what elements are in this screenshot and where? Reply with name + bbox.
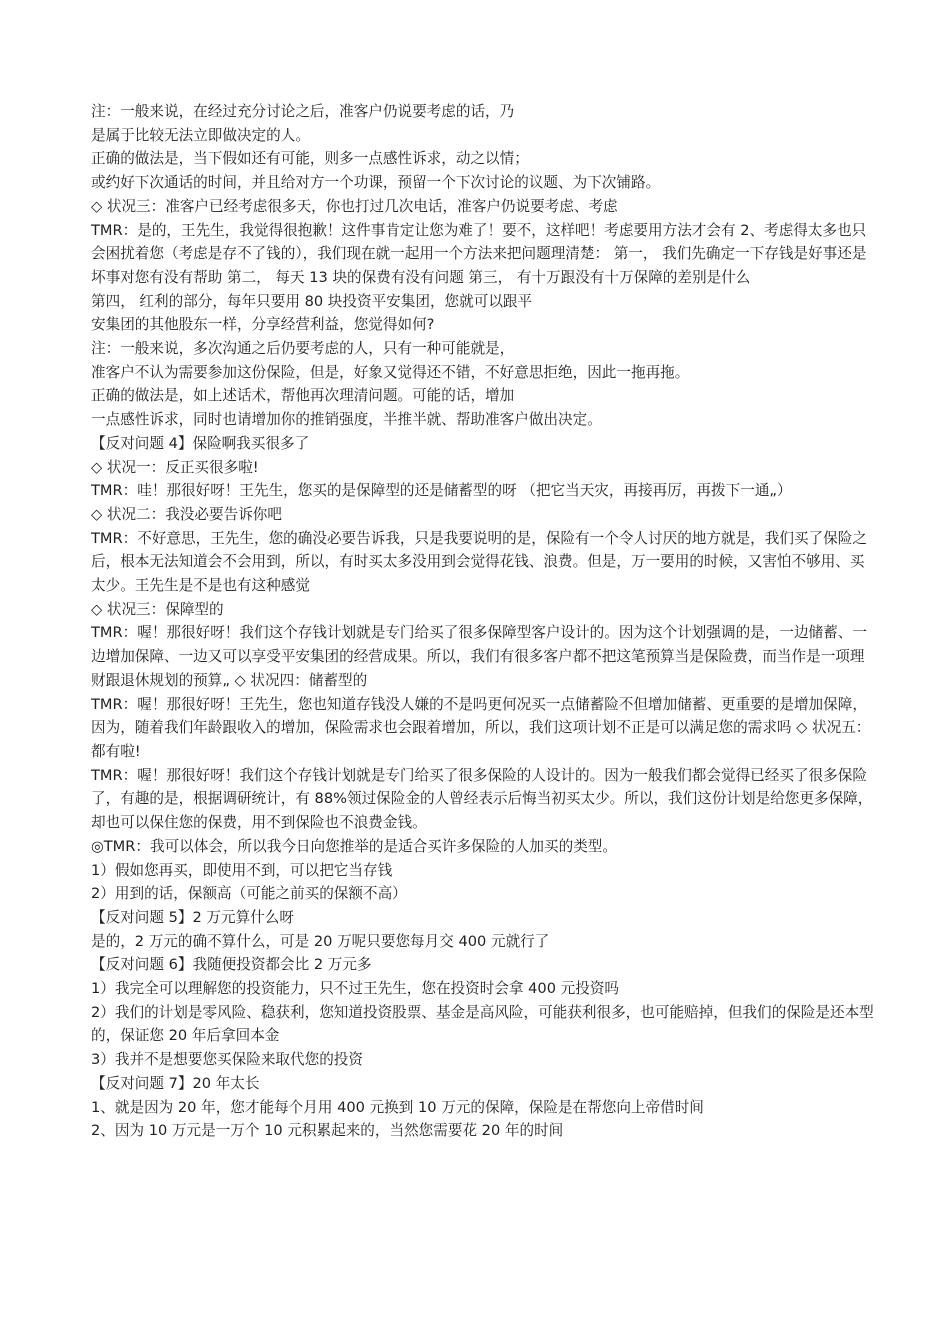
text-line: 或约好下次通话的时间，并且给对方一个功课，预留一个下次讨论的议题、为下次铺路。	[91, 174, 661, 192]
script-paragraph: TMR：哇！那很好呀！王先生，您买的是保障型的还是储蓄型的呀 （把它当天灾，再接再厉，再拨下一通„）	[91, 482, 792, 500]
objection-heading: 【反对问题 7】20 年太长	[91, 1074, 260, 1092]
situation-heading: ◇ 状况三：保障型的	[91, 600, 224, 618]
list-item: 2）用到的话，保额高（可能之前买的保额不高）	[91, 885, 407, 903]
script-paragraph: TMR：喔！那很好呀！我们这个存钱计划就是专门给买了很多保障型客户设计的。因为这个计划强调的是，一边储蓄、一边增加保障、一边又可以享受平安集团的经营成果。所以，我们有很多客户都不把这笔预算当是保险费，而当作是一项理财跟退休规划的预算„ ◇ 状况四：储蓄型的	[91, 624, 867, 689]
script-paragraph: TMR：喔！那很好呀！王先生，您也知道存钱没人嫌的不是吗更何况买一点储蓄险不但增加储蓄、更重要的是增加保障，因为，随着我们年龄跟收入的增加，保险需求也会跟着增加，所以，我们这项计划不正是可以满足您的需求吗 ◇ 状况五：都有啦!	[91, 695, 871, 760]
script-paragraph: TMR：喔！那很好呀！我们这个存钱计划就是专门给买了很多保险的人设计的。因为一般我们都会觉得已经买了很多保险了，有趣的是，根据调研统计，有 88%领过保险金的人曾经表示后悔当初买太少。所以，我们这份计划是给您更多保障，却也可以保住您的保费，用不到保险也不浪费金钱。	[91, 766, 873, 832]
list-item: 2）我们的计划是零风险、稳获利，您知道投资股票、基金是高风险，可能获利很多，也可能赔掉，但我们的保险是还本型的，保证您 20 年后拿回本金	[91, 1003, 874, 1045]
document-body	[91, 100, 879, 1143]
script-paragraph: TMR：不好意思，王先生，您的确没必要告诉我，只是我要说明的是，保险有一个令人讨厌的地方就是，我们买了保险之后，根本无法知道会不会用到，所以，有时买太多没用到会觉得花钱、浪费。但是，万一要用的时候，又害怕不够用、买太少。王先生是不是也有这种感觉	[91, 529, 867, 595]
list-item: 1、就是因为 20 年，您才能每个月用 400 元换到 10 万元的保障，保险是在帮您向上帝借时间	[91, 1098, 704, 1116]
text-line: 是的，2 万元的确不算什么，可是 20 万呢只要您每月交 400 元就行了	[91, 932, 550, 950]
list-item: 3）我并不是想要您买保险来取代您的投资	[91, 1051, 363, 1069]
list-item: 1）假如您再买，即使用不到，可以把它当存钱	[91, 861, 393, 879]
text-line: 准客户不认为需要参加这份保险，但是，好象又觉得还不错，不好意思拒绝，因此一拖再拖。	[91, 363, 690, 381]
script-paragraph: ◎TMR：我可以体会，所以我今日向您推举的是适合买许多保险的人加买的类型。	[91, 837, 617, 855]
situation-heading: ◇ 状况二：我没必要告诉你吧	[91, 505, 282, 523]
situation-heading: ◇ 状况三：准客户已经考虑很多天，你也打过几次电话，准客户仍说要考虑、考虑	[91, 197, 618, 215]
list-item: 1）我完全可以理解您的投资能力，只不过王先生，您在投资时会拿 400 元投资吗	[91, 980, 620, 998]
text-line: 是属于比较无法立即做决定的人。	[91, 126, 310, 144]
text-line: 注：一般来说，在经过充分讨论之后，准客户仍说要考虑的话，乃	[91, 103, 515, 120]
script-paragraph: TMR：是的，王先生，我觉得很抱歉！这件事肯定让您为难了！要不，这样吧！考虑要用方法才会有 2、考虑得太多也只会困扰着您（考虑是存不了钱的），我们现在就一起用一个方法来把问题理清楚： 第一， 我们先确定一下存钱是好事还是坏事对您有没有帮助 第二， 每天 13 块的保费有没有问题 第三， 有十万跟没有十万保障的差别是什么	[91, 221, 867, 286]
text-line: 第四， 红利的部分，每年只要用 80 块投资平安集团，您就可以跟平	[91, 292, 533, 310]
objection-heading: 【反对问题 5】2 万元算什么呀	[91, 908, 294, 926]
objection-heading: 【反对问题 4】保险啊我买很多了	[91, 434, 310, 452]
text-line: 一点感性诉求，同时也请增加你的推销强度，半推半就、帮助准客户做出决定。	[91, 411, 602, 429]
text-line: 正确的做法是，如上述话术，帮他再次理清问题。可能的话，增加	[91, 387, 515, 405]
objection-heading: 【反对问题 6】我随便投资都会比 2 万元多	[91, 956, 372, 974]
text-line: 安集团的其他股东一样，分享经营利益，您觉得如何?	[91, 316, 435, 334]
list-item: 2、因为 10 万元是一万个 10 元积累起来的，当然您需要花 20 年的时间	[91, 1122, 564, 1140]
situation-heading: ◇ 状况一：反正买很多啦!	[91, 458, 259, 476]
text-line: 注：一般来说，多次沟通之后仍要考虑的人，只有一种可能就是，	[91, 340, 515, 358]
text-line: 正确的做法是，当下假如还有可能，则多一点感性诉求，动之以情；	[91, 150, 529, 168]
